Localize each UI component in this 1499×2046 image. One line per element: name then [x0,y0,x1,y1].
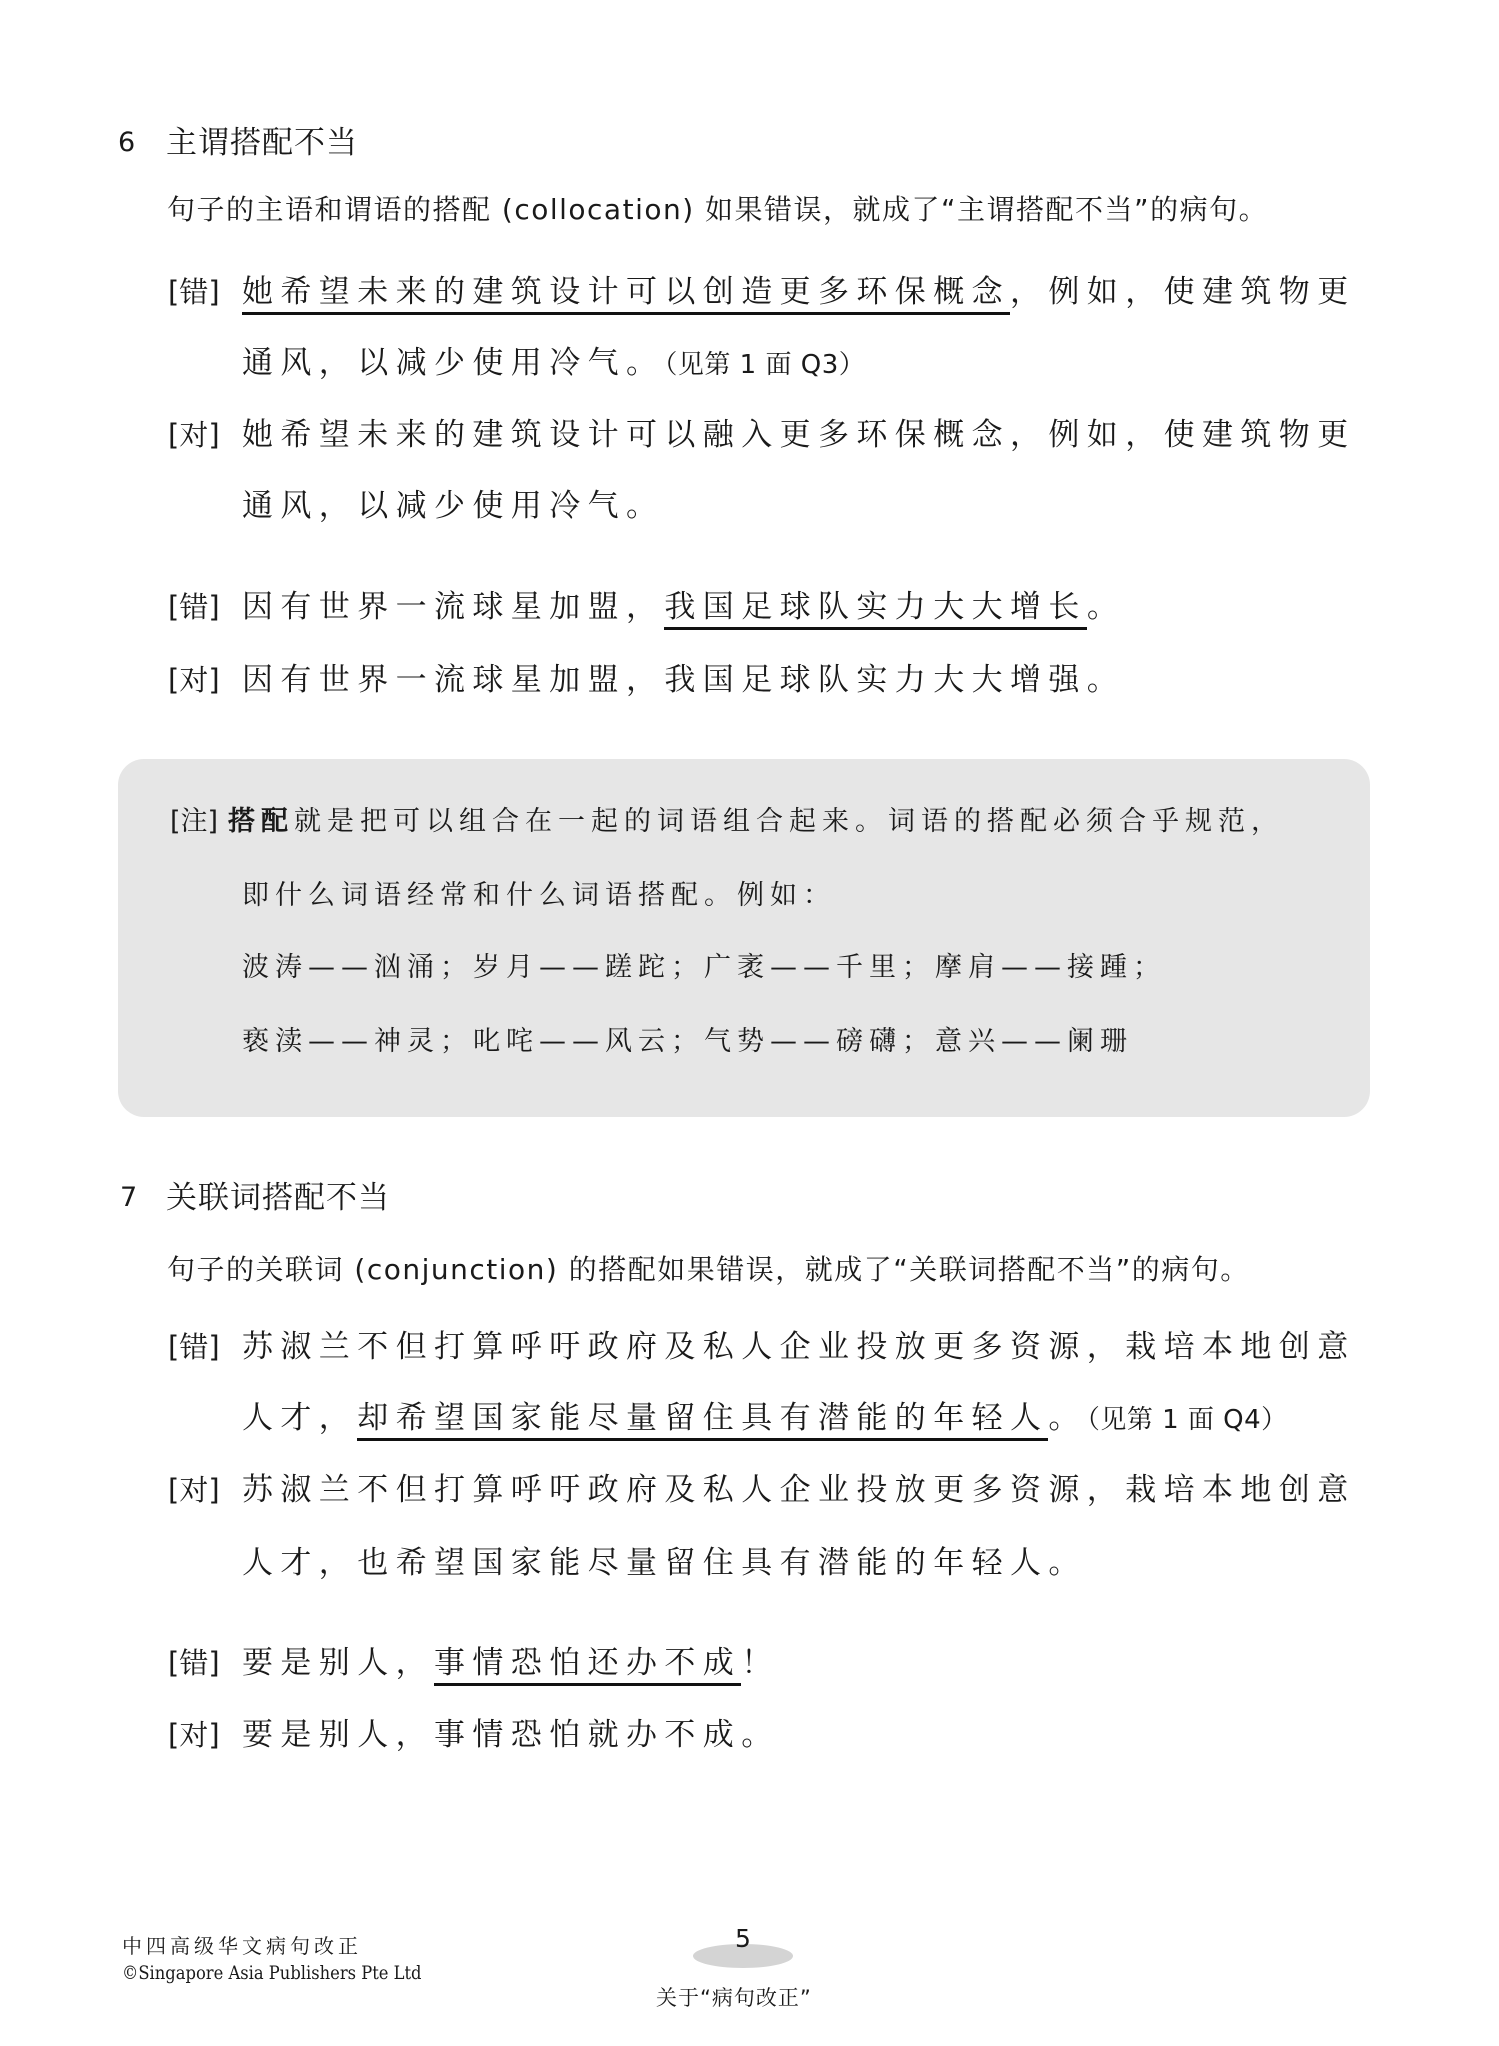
section-7-intro: 句子的关联词 (conjunction) 的搭配如果错误，就成了“关联词搭配不当”的病句。 [167,1253,1250,1286]
wrong-tag: [错] [168,1330,220,1364]
note-tag: [注] [170,806,219,837]
correct-tag: [对] [168,418,220,452]
error-underline: 她希望未来的建筑设计可以创造更多环保概念 [242,274,1010,315]
example-text: 要是别人，事情恐怕就办不成。 [242,1717,780,1753]
wrong-tag: [错] [168,275,220,309]
example-text: 。 [1048,1400,1087,1436]
error-underline: 事情恐怕还办不成 [434,1645,741,1686]
example-text: 她希望未来的建筑设计可以融入更多环保概念，例如，使建筑物更 [242,417,1356,453]
footer-book-title: 中四高级华文病句改正 [122,1934,362,1958]
example-text: ！ [741,1645,780,1681]
note-line-2: 即什么词语经常和什么词语搭配。例如： [242,880,836,911]
example-correct-4 [168,1715,780,1755]
example-text: 通风，以减少使用冷气。 [242,345,665,381]
section-7-title: 关联词搭配不当 [166,1180,390,1216]
section-6-title: 主谓搭配不当 [166,125,358,161]
example-correct-1-cont [242,486,664,526]
example-text: 苏淑兰不但打算呼吁政府及私人企业投放更多资源，栽培本地创意 [242,1472,1356,1508]
example-text: ，例如，使建筑物更 [1010,274,1356,310]
example-text: 苏淑兰不但打算呼吁政府及私人企业投放更多资源，栽培本地创意 [242,1329,1356,1365]
note-line-1 [170,804,1284,840]
section-6-intro: 句子的主语和谓语的搭配 (collocation) 如果错误，就成了“主谓搭配不当”的病句。 [167,193,1269,226]
note-line-3: 波涛——汹涌；岁月——蹉跎；广袤——千里；摩肩——接踵； [242,952,1166,983]
wrong-tag: [错] [168,1646,220,1680]
example-text: 因有世界一流球星加盟，我国足球队实力大大增强。 [242,662,1126,698]
example-correct-1 [168,415,1356,455]
example-wrong-3 [168,1327,1356,1367]
page-number: 5 [735,1924,751,1953]
wrong-tag: [错] [168,590,220,624]
correct-tag: [对] [168,663,220,697]
note-bold-term: 搭配 [228,806,294,837]
page-reference: （见第 1 面 Q3） [664,350,866,380]
example-text: 人才，也希望国家能尽量留住具有潜能的年轻人。 [242,1545,1087,1581]
error-underline: 却希望国家能尽量留住具有潜能的年轻人 [357,1400,1048,1441]
error-underline: 我国足球队实力大大增长 [664,589,1086,630]
example-text: 。 [1086,589,1126,625]
note-text: 就是把可以组合在一起的词语组合起来。词语的搭配必须合乎规范， [294,806,1284,837]
example-correct-3 [168,1470,1356,1510]
page-reference: （见第 1 面 Q4） [1086,1405,1288,1435]
note-line-4: 亵渎——神灵；叱咤——风云；气势——磅礴；意兴——阑珊 [242,1026,1133,1057]
correct-tag: [对] [168,1473,220,1507]
section-6-number: 6 [118,127,136,158]
example-text: 人才， [242,1400,358,1436]
example-wrong-2 [168,587,1125,627]
example-text: 因有世界一流球星加盟， [242,589,665,625]
correct-tag: [对] [168,1718,220,1752]
footer-section-label: 关于“病句改正” [656,1986,812,2010]
example-wrong-3-cont [242,1398,1288,1440]
example-text: 要是别人， [242,1645,434,1681]
example-correct-3-cont [242,1543,1087,1583]
example-wrong-1-cont [242,343,865,385]
example-wrong-4 [168,1643,780,1683]
example-text: 通风，以减少使用冷气。 [242,488,665,524]
example-correct-2 [168,660,1125,700]
footer-copyright: ©Singapore Asia Publishers Pte Ltd [122,1962,422,1984]
example-wrong-1 [168,272,1356,312]
section-7-number: 7 [120,1182,138,1213]
